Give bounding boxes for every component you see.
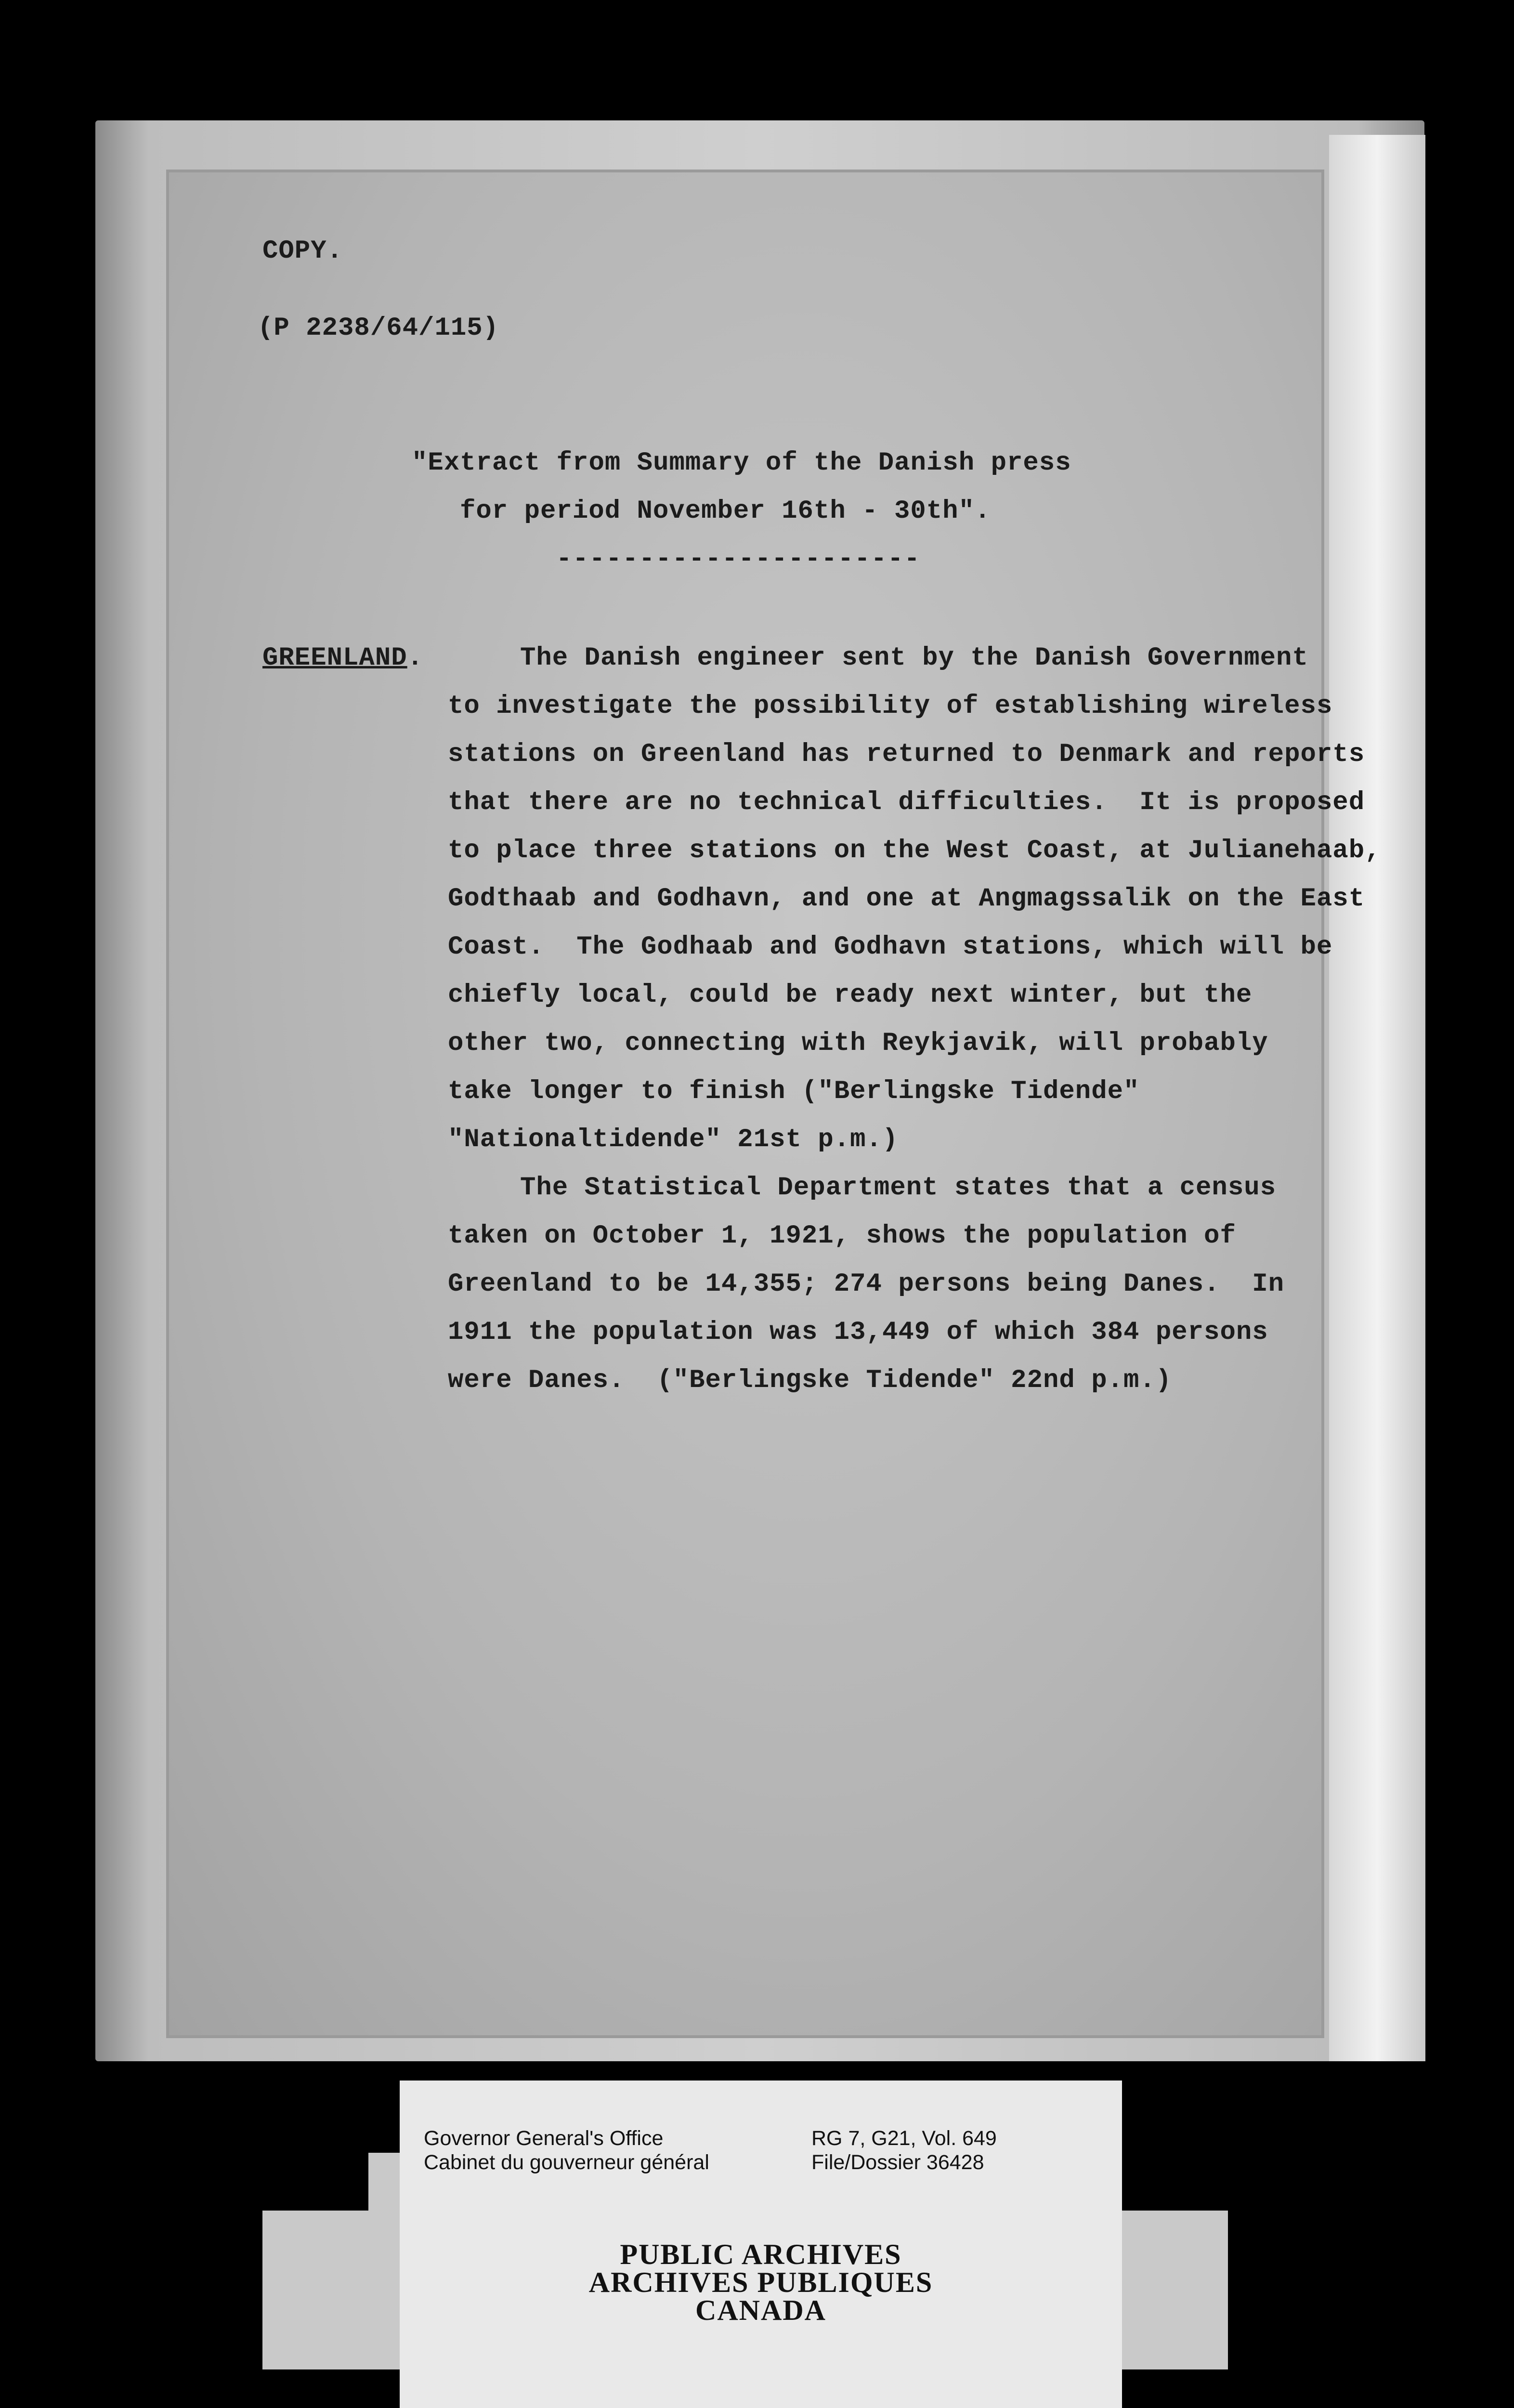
- paragraph-1-line: "Nationaltidende" 21st p.m.): [448, 1125, 899, 1154]
- office-fr: Cabinet du gouverneur général: [424, 2151, 709, 2174]
- record-group: RG 7, G21, Vol. 649: [811, 2127, 997, 2150]
- paragraph-2-line: 1911 the population was 13,449 of which 384 persons: [448, 1318, 1268, 1347]
- paragraph-1-line: The Danish engineer sent by the Danish Government: [520, 643, 1308, 673]
- paragraph-2-line: were Danes. ("Berlingske Tidende" 22nd p.m.): [448, 1366, 1172, 1395]
- paragraph-2-line: Greenland to be 14,355; 274 persons being Danes. In: [448, 1269, 1285, 1299]
- archives-country: CANADA: [695, 2294, 826, 2326]
- paragraph-1-line: take longer to finish ("Berlingske Tidende": [448, 1077, 1140, 1106]
- section-heading: [262, 644, 423, 673]
- paragraph-1-line: to place three stations on the West Coast, at Julianehaab,: [448, 836, 1381, 865]
- paragraph-1-line: Godthaab and Godhavn, and one at Angmagssalik on the East: [448, 884, 1365, 914]
- mount-board-edge: [1329, 135, 1425, 2061]
- office-en: Governor General's Office: [424, 2127, 664, 2150]
- paragraph-1-line: that there are no technical difficulties. It is proposed: [448, 788, 1365, 817]
- reference-number: (P 2238/64/115): [258, 314, 499, 343]
- copy-label: COPY.: [262, 236, 343, 266]
- paragraph-1-line: other two, connecting with Reykjavik, will probably: [448, 1029, 1268, 1058]
- archives-title-en: PUBLIC ARCHIVES: [620, 2238, 902, 2270]
- title-rule: ----------------------: [556, 545, 921, 574]
- label-strip-notch-left: [262, 2153, 368, 2211]
- paragraph-1-line: chiefly local, could be ready next winter, but the: [448, 981, 1253, 1010]
- archives-title-fr: ARCHIVES PUBLIQUES: [588, 2266, 933, 2298]
- label-strip-notch-right: [1122, 2153, 1228, 2211]
- paragraph-2-line: taken on October 1, 1921, shows the population of: [448, 1221, 1236, 1251]
- archive-label: [400, 2081, 1122, 2408]
- extract-title-line-1: "Extract from Summary of the Danish press: [412, 448, 1071, 478]
- file-number: File/Dossier 36428: [811, 2151, 984, 2174]
- typewritten-sheet: [166, 170, 1381, 2038]
- extract-title-line-2: for period November 16th - 30th".: [460, 497, 991, 526]
- paragraph-1-line: stations on Greenland has returned to Denmark and reports: [448, 740, 1365, 769]
- paragraph-1-line: to investigate the possibility of establishing wireless: [448, 692, 1333, 721]
- paragraph-2-line: The Statistical Department states that a census: [520, 1173, 1277, 1203]
- section-label-suffix: .: [407, 643, 424, 673]
- section-label: GREENLAND: [262, 643, 407, 673]
- paragraph-1-line: Coast. The Godhaab and Godhavn stations, which will be: [448, 932, 1333, 962]
